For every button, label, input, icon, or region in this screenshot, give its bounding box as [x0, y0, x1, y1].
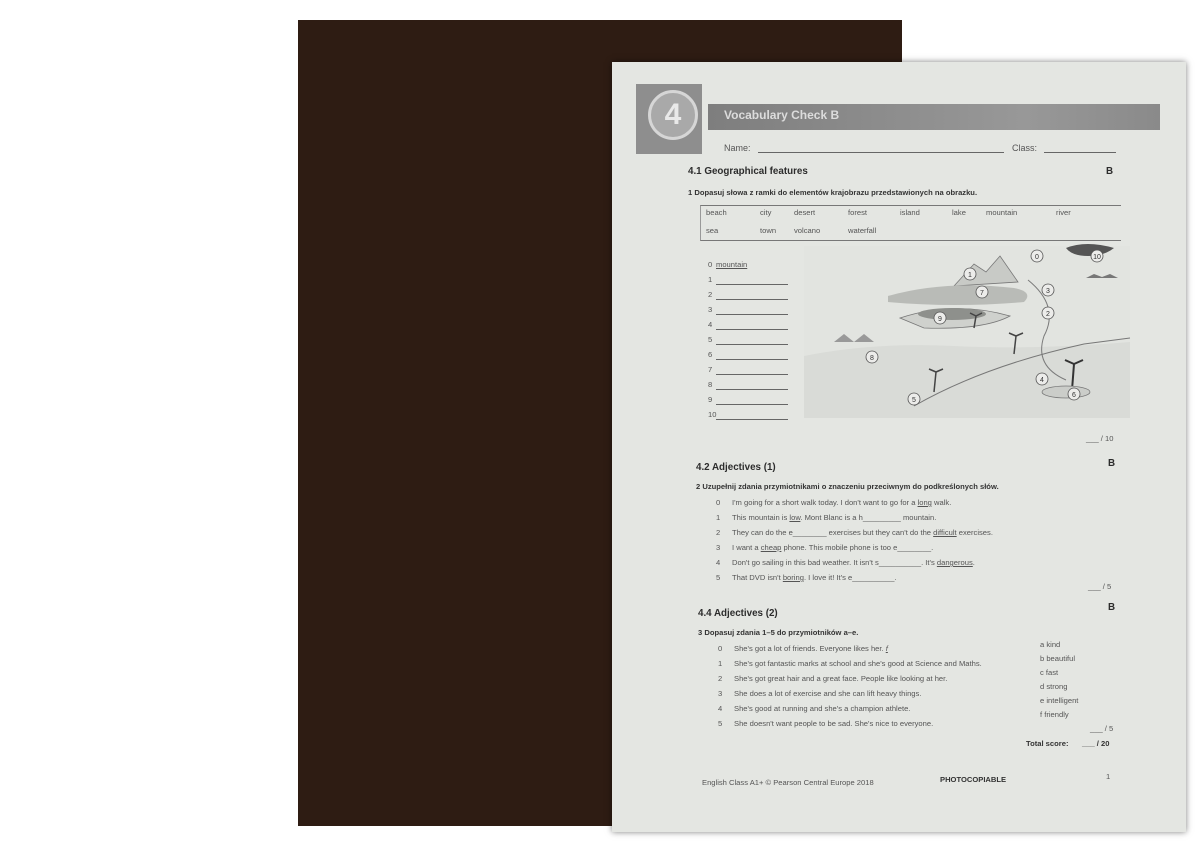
copyright: English Class A1+ © Pearson Central Europe 2018 — [702, 778, 874, 787]
item-number: 3 — [718, 689, 723, 698]
item-number: 4 — [716, 558, 721, 567]
svg-text:6: 6 — [1072, 392, 1076, 399]
option: a kind — [1040, 640, 1061, 649]
item-number: 4 — [718, 704, 723, 713]
word-volcano: volcano — [794, 226, 821, 235]
answer-number: 0 — [708, 260, 713, 269]
sentence: She's good at running and she's a champion athlete. — [734, 704, 911, 713]
total-score: ___ / 20 — [1082, 739, 1110, 748]
item-number: 2 — [716, 528, 721, 537]
answer-blank[interactable] — [716, 419, 788, 420]
word-town: town — [760, 226, 777, 235]
page-number: 1 — [1106, 772, 1111, 781]
unit-number: 4 — [648, 90, 698, 140]
option: e intelligent — [1040, 696, 1079, 705]
sentence: She's got great hair and a great face. People like looking at her. — [734, 674, 948, 683]
answer-number: 5 — [708, 335, 713, 344]
word-beach: beach — [706, 208, 727, 217]
section3-instruction: 3 Dopasuj zdania 1–5 do przymiotników a–e. — [698, 628, 859, 637]
word-desert: desert — [794, 208, 816, 217]
item-number: 1 — [718, 659, 723, 668]
photocopiable-label: PHOTOCOPIABLE — [940, 775, 1007, 784]
word-mountain: mountain — [986, 208, 1018, 217]
answer-number: 9 — [708, 395, 713, 404]
sentence: She's got a lot of friends. Everyone likes her. f — [734, 644, 888, 653]
picture-label — [866, 351, 878, 363]
answer-blank[interactable] — [716, 389, 788, 390]
svg-text:10: 10 — [1093, 254, 1101, 261]
name-field[interactable] — [758, 152, 1004, 153]
word-river: river — [1056, 208, 1071, 217]
sentence: That DVD isn't boring. I love it! It's e__________. — [732, 573, 897, 582]
answer-number: 6 — [708, 350, 713, 359]
answer-number: 10 — [708, 410, 717, 419]
section2-instruction: 2 Uzupełnij zdania przymiotnikami o znaczeniu przeciwnym do podkreślonych słów. — [696, 482, 999, 491]
answer-blank[interactable] — [716, 299, 788, 300]
landscape-illustration — [804, 246, 1130, 418]
picture-label — [908, 393, 920, 405]
word-island: island — [900, 208, 920, 217]
section2-heading: 4.2 Adjectives (1) — [696, 462, 776, 473]
answer-number: 2 — [708, 290, 713, 299]
picture-label — [976, 286, 988, 298]
word-lake: lake — [952, 208, 966, 217]
option: f friendly — [1040, 710, 1069, 719]
answer-number: 1 — [708, 275, 713, 284]
picture-label — [964, 268, 976, 280]
sentence: Don't go sailing in this bad weather. It isn't s__________. It's dangerous. — [732, 558, 975, 567]
section3-score: ___ / 5 — [1090, 724, 1114, 733]
total-score-label: Total score: — [1026, 739, 1069, 748]
answer-blank[interactable] — [716, 374, 788, 375]
svg-text:0: 0 — [1035, 254, 1039, 261]
section2-score: ___ / 5 — [1088, 582, 1112, 591]
item-number: 3 — [716, 543, 721, 552]
picture-label — [1031, 250, 1043, 262]
svg-text:8: 8 — [870, 355, 874, 362]
sentence: She doesn't want people to be sad. She's nice to everyone. — [734, 719, 934, 728]
sentence: They can do the e________ exercises but they can't do the difficult exercises. — [732, 528, 993, 537]
photo-background — [298, 20, 1116, 826]
word-forest: forest — [848, 208, 867, 217]
section1-heading: 4.1 Geographical features — [688, 166, 808, 177]
sentence: She does a lot of exercise and she can lift heavy things. — [734, 689, 922, 698]
section1-level: B — [1106, 166, 1114, 177]
island-drawing — [1042, 386, 1090, 398]
item-number: 5 — [718, 719, 723, 728]
example-answer: f — [885, 644, 888, 653]
item-number: 1 — [716, 513, 721, 522]
svg-text:7: 7 — [980, 290, 984, 297]
svg-text:3: 3 — [1046, 288, 1050, 295]
class-label: Class: — [1012, 143, 1038, 153]
answer-blank[interactable] — [716, 359, 788, 360]
item-number: 2 — [718, 674, 723, 683]
section1-score: ___ / 10 — [1086, 434, 1114, 443]
example-answer: mountain — [716, 260, 748, 269]
item-number: 5 — [716, 573, 721, 582]
class-field[interactable] — [1044, 152, 1116, 153]
word-sea: sea — [706, 226, 719, 235]
sentence: This mountain is low. Mont Blanc is a h_________ mountain. — [732, 513, 937, 522]
sentence: I want a cheap phone. This mobile phone is too e________. — [732, 543, 934, 552]
option: d strong — [1040, 682, 1068, 691]
answer-number: 7 — [708, 365, 713, 374]
page-title: Vocabulary Check B — [724, 108, 840, 122]
answer-blank[interactable] — [716, 344, 788, 345]
picture-label — [1091, 250, 1103, 262]
answer-blank[interactable] — [716, 284, 788, 285]
answer-blank[interactable] — [716, 404, 788, 405]
section2-level: B — [1108, 458, 1116, 469]
section3-level: B — [1108, 602, 1116, 613]
option: b beautiful — [1040, 654, 1076, 663]
picture-label — [1068, 388, 1080, 400]
item-number: 0 — [716, 498, 721, 507]
word-waterfall: waterfall — [848, 226, 877, 235]
picture-label — [1036, 373, 1048, 385]
section1-instruction: 1 Dopasuj słowa z ramki do elementów krajobrazu przedstawionych na obrazku. — [688, 188, 978, 197]
answer-number: 4 — [708, 320, 713, 329]
picture-label — [1042, 284, 1054, 296]
worksheet-page — [612, 62, 1186, 832]
answer-blank[interactable] — [716, 314, 788, 315]
answer-number: 3 — [708, 305, 713, 314]
svg-text:1: 1 — [968, 272, 972, 279]
sentence: She's got fantastic marks at school and she's good at Science and Maths. — [734, 659, 982, 668]
svg-text:9: 9 — [938, 316, 942, 323]
picture-label — [934, 312, 946, 324]
answer-blank[interactable] — [716, 329, 788, 330]
section3-heading: 4.4 Adjectives (2) — [698, 608, 778, 619]
item-number: 0 — [718, 644, 723, 653]
sentence: I'm going for a short walk today. I don't want to go for a long walk. — [732, 498, 952, 507]
svg-text:5: 5 — [912, 397, 916, 404]
word-city: city — [760, 208, 772, 217]
svg-text:2: 2 — [1046, 311, 1050, 318]
picture-label — [1042, 307, 1054, 319]
svg-text:4: 4 — [1040, 377, 1044, 384]
name-label: Name: — [724, 143, 751, 153]
answer-number: 8 — [708, 380, 713, 389]
option: c fast — [1040, 668, 1059, 677]
